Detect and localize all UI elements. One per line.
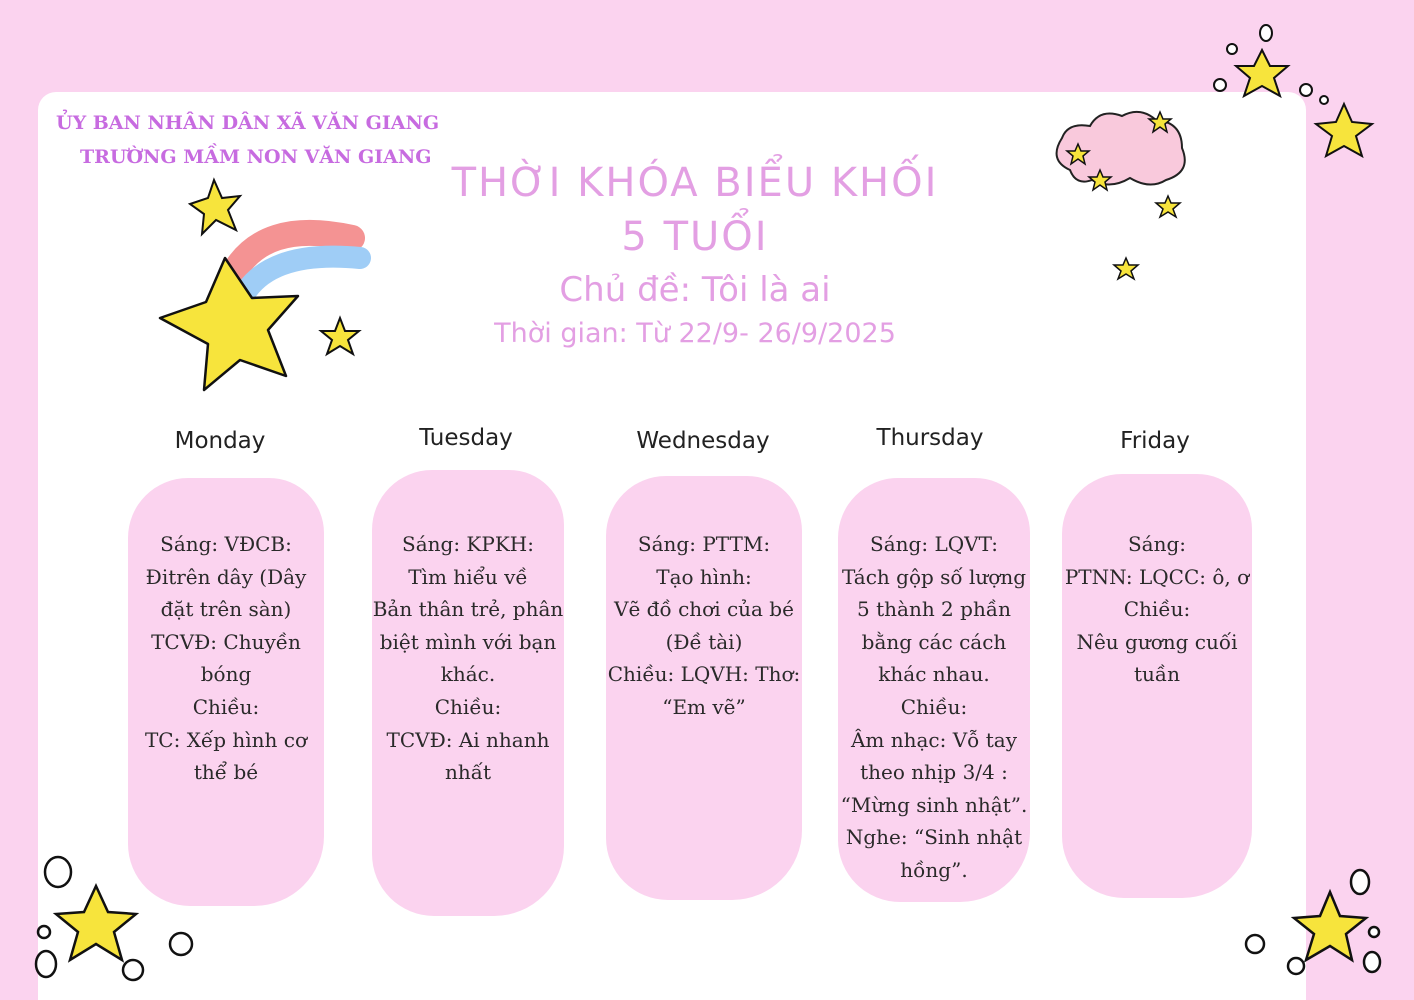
schedule-line: Sáng: KPKH: (402, 532, 534, 556)
schedule-line: Tạo hình: (656, 564, 752, 589)
schedule-line: TCVĐ: Ai nhanh (386, 727, 550, 752)
day-heading-friday: Friday (1120, 428, 1190, 454)
schedule-line: khác. (440, 662, 496, 687)
schedule-title: THỜI KHÓA BIỂU KHỐI (451, 160, 939, 206)
star-icon (321, 318, 359, 354)
star-icon (1294, 892, 1366, 960)
schedule-line: Chiều: LQVH: Thơ: (607, 662, 801, 687)
schedule-card-thursday (838, 478, 1030, 902)
schedule-line: khác nhau. (878, 662, 990, 687)
schedule-line: Sáng: (1127, 532, 1187, 556)
schedule-line: Nghe: “Sinh nhật (845, 825, 1023, 850)
star-icon (190, 180, 240, 234)
schedule-line: TC: Xếp hình cơ (144, 727, 308, 752)
schedule-card-tuesday (372, 470, 564, 916)
schedule-card-monday (128, 478, 324, 906)
star-icon (1236, 50, 1288, 96)
day-heading-wednesday: Wednesday (636, 428, 770, 454)
schedule-line: Tìm hiểu về (408, 564, 528, 589)
schedule-line: Chiều: (434, 694, 502, 719)
schedule-line: Âm nhạc: Vỗ tay (850, 727, 1018, 752)
schedule-line: tuần (1133, 662, 1181, 687)
school-name: TRƯỜNG MẦM NON VĂN GIANG (80, 146, 432, 168)
rainbow-icon (232, 233, 360, 290)
schedule-line: Sáng: VĐCB: (160, 532, 292, 556)
schedule-line: đặt trên sàn) (160, 597, 292, 622)
period: Thời gian: Từ 22/9- 26/9/2025 (494, 318, 896, 349)
schedule-line: Chiều: (1123, 597, 1191, 622)
star-icon (1114, 258, 1138, 279)
schedule-line: (Đề tài) (665, 629, 743, 654)
committee-name: ỦY BAN NHÂN DÂN XÃ VĂN GIANG (56, 112, 440, 134)
schedule-line: Chiều: (900, 694, 968, 719)
day-heading-monday: Monday (174, 428, 266, 454)
schedule-line: Bản thân trẻ, phân (372, 597, 564, 622)
schedule-line: “Mừng sinh nhật”. (840, 792, 1028, 817)
schedule-line: bóng (200, 662, 252, 687)
schedule-line: TCVĐ: Chuyền (151, 629, 301, 654)
schedule-line: hồng”. (900, 857, 968, 882)
schedule-line: PTNN: LQCC: ô, ơ (1064, 564, 1250, 589)
schedule-line: 5 thành 2 phần (857, 597, 1011, 622)
schedule-line: Sáng: LQVT: (870, 532, 998, 556)
schedule-line: thể bé (193, 760, 259, 785)
schedule-line: Đitrên dây (Dây (145, 564, 307, 589)
star-icon (1316, 104, 1372, 156)
day-heading-tuesday: Tuesday (419, 425, 513, 451)
schedule-line: Nêu gương cuối (1076, 629, 1238, 654)
schedule-line: theo nhịp 3/4 : (860, 760, 1008, 785)
schedule-line: Chiều: (192, 694, 260, 719)
star-icon (56, 886, 136, 960)
schedule-line: bằng các cách (861, 629, 1007, 654)
schedule-card-friday (1062, 474, 1252, 898)
day-heading-thursday: Thursday (876, 425, 984, 451)
schedule-line: nhất (444, 760, 492, 785)
schedule-line: Vẽ đồ chơi của bé (614, 597, 794, 622)
schedule-line: “Em vẽ” (662, 694, 746, 719)
schedule-line: Tách gộp số lượng (841, 564, 1026, 589)
bubbles-icon (1214, 25, 1328, 104)
theme: Chủ đề: Tôi là ai (559, 270, 831, 310)
schedule-line: Sáng: PTTM: (637, 532, 771, 556)
star-icon (1156, 196, 1180, 217)
schedule-card-wednesday (606, 476, 802, 900)
schedule-line: biệt mình với bạn (379, 629, 557, 654)
age-group: 5 TUỔI (621, 214, 769, 260)
